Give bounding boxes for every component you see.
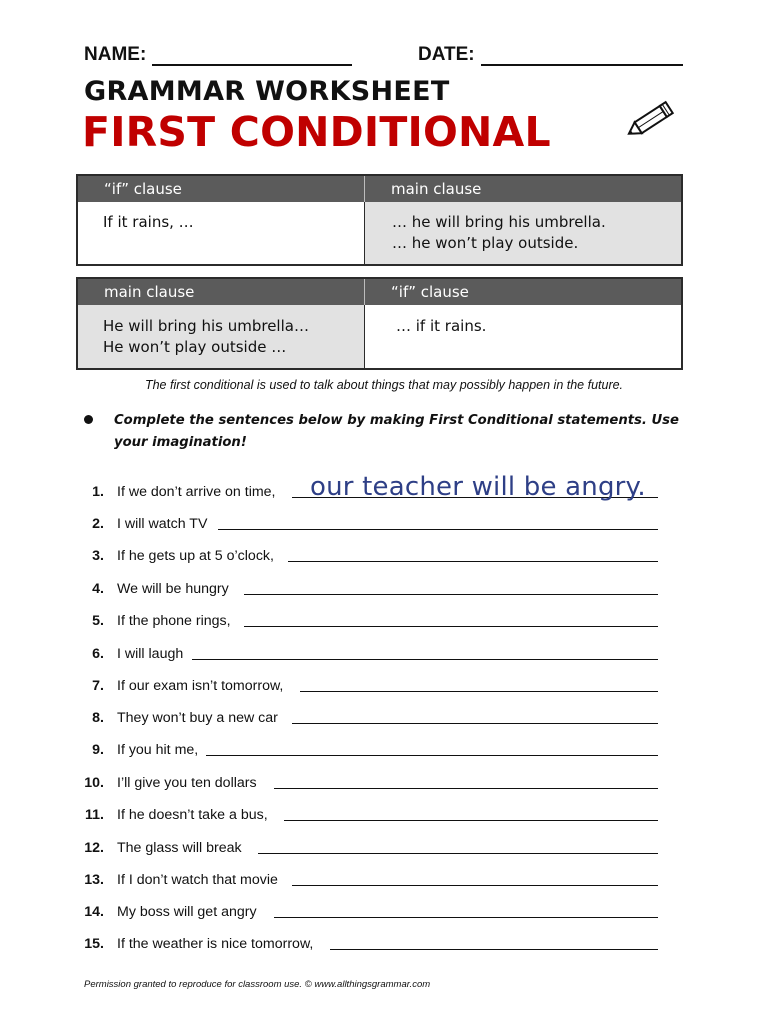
- exercise-item: [70, 542, 670, 564]
- item-stem: If you hit me,: [117, 742, 199, 758]
- item-number: 15.: [84, 936, 104, 952]
- exercise-item: [70, 801, 670, 823]
- item-number: 13.: [84, 872, 104, 888]
- exercise-item: [70, 672, 670, 694]
- answer-line[interactable]: [244, 594, 658, 595]
- item-number: 2.: [92, 516, 104, 532]
- conditional-table-if-first: [76, 174, 683, 266]
- item-number: 10.: [84, 775, 104, 791]
- pencil-icon: [622, 98, 680, 142]
- item-stem: If the phone rings,: [117, 613, 231, 629]
- cell-text: … he will bring his umbrella.: [392, 213, 606, 231]
- answer-line[interactable]: [218, 529, 658, 530]
- item-number: 3.: [92, 548, 104, 564]
- name-blank-line: [152, 46, 352, 66]
- cell-text: He won’t play outside …: [103, 338, 287, 356]
- cell-text: … he won’t play outside.: [392, 234, 579, 252]
- date-label: DATE:: [418, 44, 475, 65]
- header-main-clause: main clause: [78, 279, 365, 305]
- item-number: 11.: [85, 807, 104, 823]
- item-stem: They won’t buy a new car: [117, 710, 278, 726]
- item-stem: If our exam isn’t tomorrow,: [117, 678, 284, 694]
- item-stem: I’ll give you ten dollars: [117, 775, 257, 791]
- answer-line[interactable]: [274, 917, 658, 918]
- cell-text: If it rains, …: [103, 213, 194, 231]
- answer-line[interactable]: [288, 561, 658, 562]
- item-number: 5.: [92, 613, 104, 629]
- exercise-item: [70, 704, 670, 726]
- exercise-item: [70, 510, 670, 532]
- exercise-item: [70, 640, 670, 662]
- header-if-clause: “if” clause: [391, 283, 469, 301]
- table-header-row: [78, 279, 681, 305]
- table-body-row: [78, 305, 681, 368]
- exercise-item: [70, 769, 670, 791]
- answer-line[interactable]: [300, 691, 658, 692]
- header-main-clause: main clause: [391, 180, 482, 198]
- item-stem: I will watch TV: [117, 516, 208, 532]
- name-date-row: [84, 44, 684, 70]
- answer-line[interactable]: [284, 820, 658, 821]
- item-number: 14.: [84, 904, 104, 920]
- item-stem: If I don’t watch that movie: [117, 872, 278, 888]
- answer-line[interactable]: [244, 626, 658, 627]
- handwritten-answer: our teacher will be angry.: [310, 472, 646, 502]
- instruction-text: Complete the sentences below by making First Conditional statements. Use your imagination!: [114, 413, 679, 450]
- answer-line[interactable]: [258, 853, 658, 854]
- date-field[interactable]: [418, 44, 683, 66]
- conditional-table-main-first: [76, 277, 683, 370]
- exercise-item: [70, 834, 670, 856]
- exercise-item: [70, 472, 670, 502]
- main-clause-cell: [365, 202, 681, 264]
- item-number: 4.: [92, 581, 104, 597]
- if-clause-cell: [365, 305, 681, 368]
- item-number: 7.: [92, 678, 104, 694]
- item-stem: If we don’t arrive on time,: [117, 484, 276, 500]
- item-stem: If he doesn’t take a bus,: [117, 807, 268, 823]
- instruction: [84, 410, 684, 456]
- item-number: 6.: [92, 646, 104, 662]
- item-number: 12.: [84, 840, 104, 856]
- name-label: NAME:: [84, 44, 147, 65]
- item-stem: I will laugh: [117, 646, 184, 662]
- exercise-item: [70, 575, 670, 597]
- answer-line[interactable]: [206, 755, 658, 756]
- worksheet-title: GRAMMAR WORKSHEET: [84, 76, 450, 107]
- item-stem: My boss will get angry: [117, 904, 257, 920]
- item-number: 8.: [92, 710, 104, 726]
- item-number: 1.: [92, 484, 104, 500]
- exercise-item: [70, 930, 670, 952]
- usage-note: The first conditional is used to talk about things that may possibly happen in the future.: [144, 378, 624, 392]
- cell-text: … if it rains.: [396, 317, 487, 335]
- answer-line[interactable]: [292, 885, 658, 886]
- main-clause-cell: [78, 305, 365, 368]
- item-stem: If the weather is nice tomorrow,: [117, 936, 314, 952]
- header-if-clause: “if” clause: [78, 176, 365, 202]
- name-field[interactable]: [84, 44, 352, 66]
- answer-line[interactable]: [330, 949, 658, 950]
- table-body-row: [78, 202, 681, 264]
- answer-line[interactable]: [274, 788, 658, 789]
- item-number: 9.: [92, 742, 104, 758]
- exercise-item: [70, 866, 670, 888]
- exercise-item: [70, 736, 670, 758]
- if-clause-cell: [78, 202, 365, 264]
- item-stem: If he gets up at 5 o’clock,: [117, 548, 274, 564]
- worksheet-subtitle: FIRST CONDITIONAL: [82, 108, 551, 156]
- bullet-icon: [84, 415, 93, 424]
- table-header-row: [78, 176, 681, 202]
- answer-line[interactable]: [292, 723, 658, 724]
- answer-line[interactable]: [192, 659, 658, 660]
- exercise-item: [70, 607, 670, 629]
- item-stem: We will be hungry: [117, 581, 229, 597]
- date-blank-line: [481, 46, 683, 66]
- permission-footer: Permission granted to reproduce for classroom use. © www.allthingsgrammar.com: [84, 979, 431, 990]
- exercise-item: [70, 898, 670, 920]
- cell-text: He will bring his umbrella…: [103, 317, 309, 335]
- item-stem: The glass will break: [117, 840, 242, 856]
